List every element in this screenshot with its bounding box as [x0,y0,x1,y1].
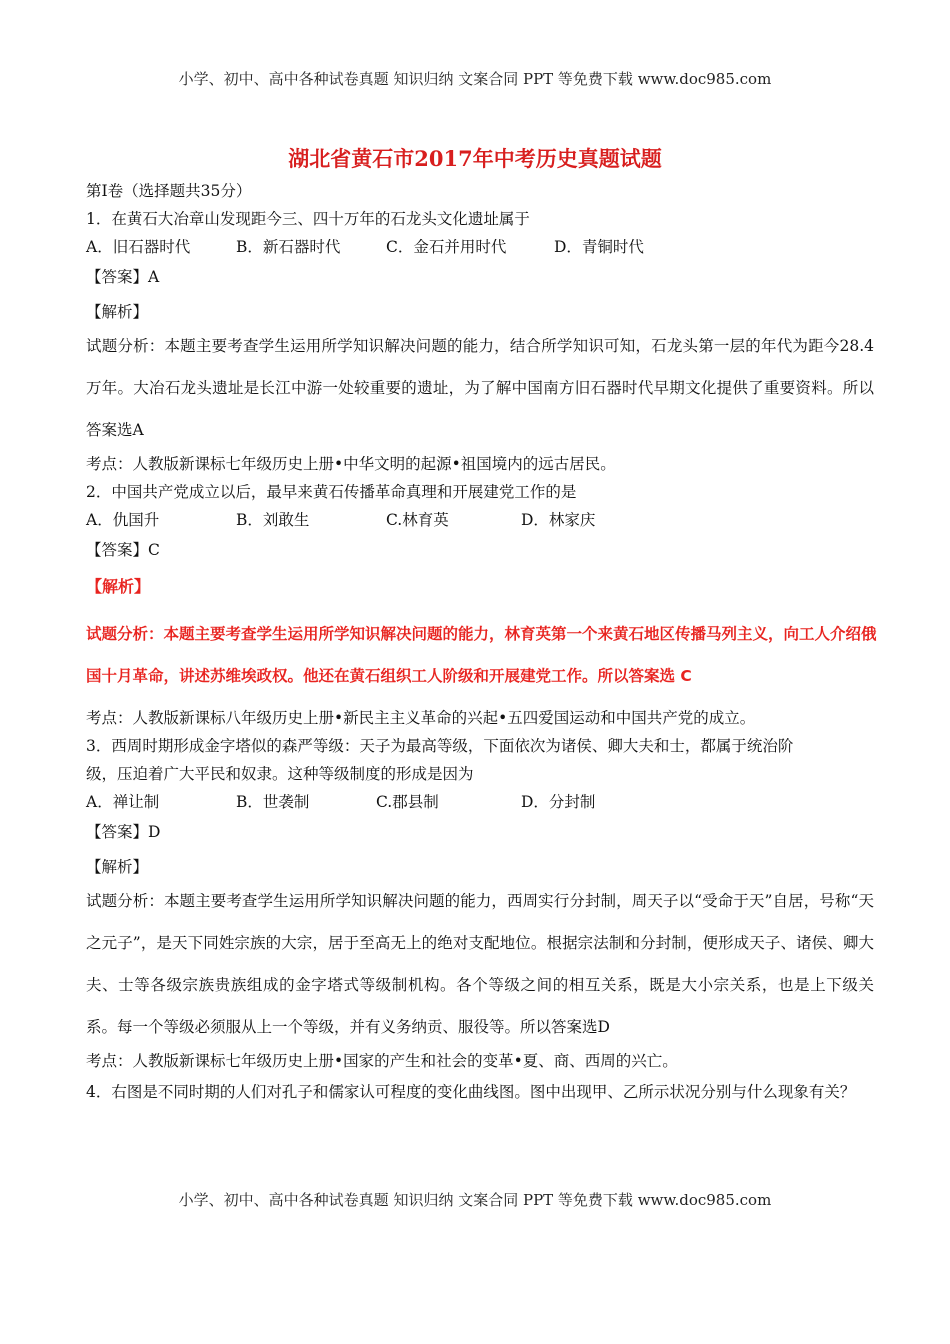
page-header: 小学、初中、高中各种试卷真题 知识归纳 文案合同 PPT 等免费下载 www.doc985.com [178,70,772,88]
option-c: C．金石并用时代 [386,238,507,256]
question-2-point: 考点：人教版新课标八年级历史上册•新民主主义革命的兴起•五四爱国运动和中国共产党的成立。 [86,709,756,727]
question-1-options [86,236,874,258]
question-1-analysis-label: 【解析】 [86,303,149,321]
option-a: A．旧石器时代 [86,238,191,256]
page-footer: 小学、初中、高中各种试卷真题 知识归纳 文案合同 PPT 等免费下载 www.doc985.com [178,1191,772,1209]
option-b: B．刘敢生 [236,511,310,529]
question-2-analysis-label: 【解析】 [86,577,151,596]
option-d: D．青铜时代 [554,238,644,256]
question-2-options [86,509,874,531]
option-d: D．分封制 [521,793,596,811]
question-2-stem: 2．中国共产党成立以后，最早来黄石传播革命真理和开展建党工作的是 [86,483,577,501]
question-3-stem-line-2: 级，压迫着广大平民和奴隶。这种等级制度的形成是因为 [86,765,474,783]
question-3-options [86,791,874,813]
question-1-answer: 【答案】A [86,268,160,286]
question-1-analysis: 试题分析：本题主要考查学生运用所学知识解决问题的能力，结合所学知识可知，石龙头第一层的年代为距今28.4万年。大冶石龙头遗址是长江中游一处较重要的遗址，为了解中国南方旧石器时代早期文化提供了重要资料。所以答案选A [86,337,874,439]
document-title: 湖北省黄石市2017年中考历史真题试题 [288,146,662,171]
question-3-stem-line-1: 3．西周时期形成金字塔似的森严等级：天子为最高等级，下面依次为诸侯、卿大夫和士，都属于统治阶 [86,737,794,755]
question-3-point: 考点：人教版新课标七年级历史上册•国家的产生和社会的变革•夏、商、西周的兴亡。 [86,1052,678,1070]
option-c: C.林育英 [386,511,449,529]
option-b: B．新石器时代 [236,238,341,256]
question-2-analysis: 试题分析：本题主要考查学生运用所学知识解决问题的能力，林育英第一个来黄石地区传播马列主义，向工人介绍俄国十月革命，讲述苏维埃政权。他还在黄石组织工人阶级和开展建党工作。所以答案选 C [86,625,877,685]
section-heading: 第Ⅰ卷（选择题共35分） [86,182,252,200]
option-a: A．仇国升 [86,511,160,529]
option-a: A．禅让制 [86,793,160,811]
option-c: C.郡县制 [376,793,439,811]
document-body [86,180,877,1108]
question-3-answer: 【答案】D [86,823,161,841]
question-3-analysis: 试题分析：本题主要考查学生运用所学知识解决问题的能力，西周实行分封制，周天子以“受命于天”自居，号称“天之元子”，是天下同姓宗族的大宗，居于至高无上的绝对支配地位。根据宗法制和分封制，便形成天子、诸侯、卿大夫、士等各级宗族贵族组成的金字塔式等级制机构。各个等级之间的相互关系，既是大小宗关系，也是上下级关系。每一个等级必须服从上一个等级，并有义务纳贡、服役等。所以答案选D [86,892,874,1036]
question-4-stem: 4．右图是不同时期的人们对孔子和儒家认可程度的变化曲线图。图中出现甲、乙所示状况分别与什么现象有关？ [86,1083,856,1101]
question-3-analysis-label: 【解析】 [86,858,149,876]
option-b: B．世袭制 [236,793,310,811]
option-d: D．林家庆 [521,511,596,529]
question-2-answer: 【答案】C [86,541,160,559]
question-1-point: 考点：人教版新课标七年级历史上册•中华文明的起源•祖国境内的远古居民。 [86,455,616,473]
question-1-stem: 1．在黄石大冶章山发现距今三、四十万年的石龙头文化遗址属于 [86,210,530,228]
